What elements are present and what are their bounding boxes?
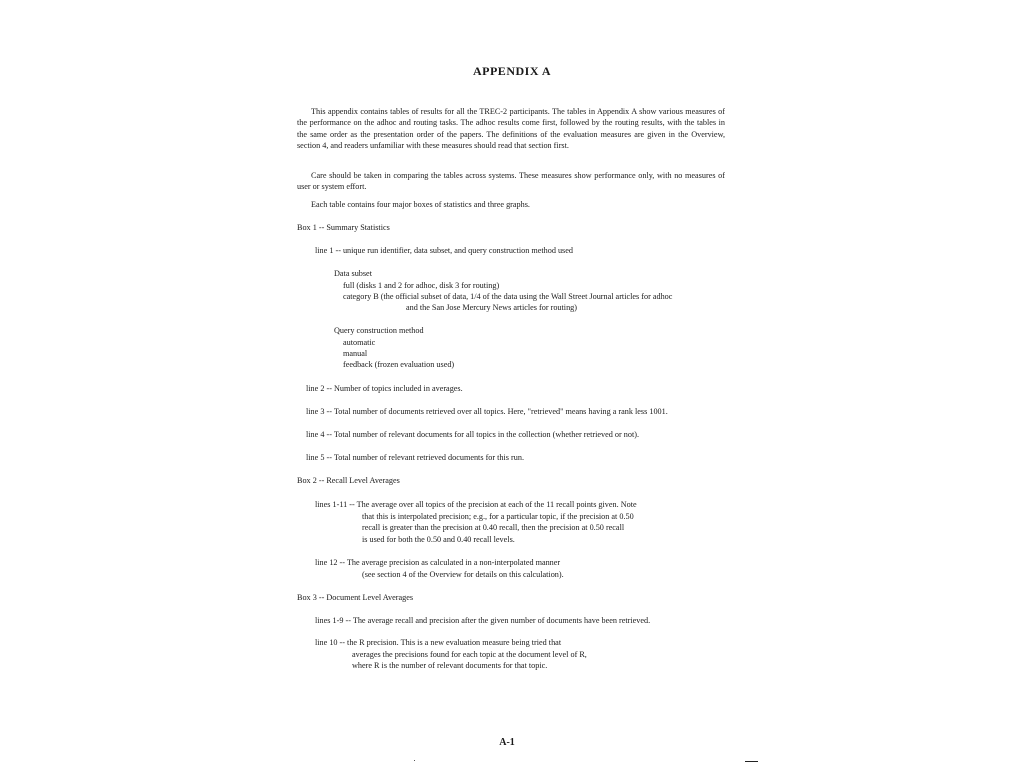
data-subset-category-b-cont: and the San Jose Mercury News articles for routing) <box>406 303 577 312</box>
box1-line3: line 3 -- Total number of documents retrieved over all topics. Here, "retrieved" means having a rank less 1001. <box>306 407 668 416</box>
box2-line12-cont: (see section 4 of the Overview for details on this calculation). <box>362 570 564 579</box>
box2-heading: Box 2 -- Recall Level Averages <box>297 476 400 485</box>
box3-lines1-9: lines 1-9 -- The average recall and precision after the given number of documents have been retrieved. <box>315 616 651 625</box>
box3-line10-cont2: where R is the number of relevant documents for that topic. <box>352 661 548 670</box>
data-subset-label: Data subset <box>334 269 372 278</box>
intro-paragraph-2: Care should be taken in comparing the tables across systems. These measures show performance only, with no measures of user or system effort. <box>297 171 725 192</box>
box2-lines1-11-cont1: that this is interpolated precision; e.g., for a particular topic, if the precision at 0.50 <box>362 512 634 521</box>
intro-paragraph-3: Each table contains four major boxes of statistics and three graphs. <box>311 200 530 209</box>
query-construction-label: Query construction method <box>334 326 424 335</box>
query-manual: manual <box>343 349 368 358</box>
page-number: A-1 <box>499 737 515 748</box>
box1-line1: line 1 -- unique run identifier, data subset, and query construction method used <box>315 246 573 255</box>
box2-lines1-11-cont3: is used for both the 0.50 and 0.40 recall levels. <box>362 535 515 544</box>
box3-line10: line 10 -- the R precision. This is a new evaluation measure being tried that <box>315 638 562 647</box>
scan-speck <box>414 760 415 761</box>
page-title: APPENDIX A <box>472 64 551 78</box>
box1-line2: line 2 -- Number of topics included in averages. <box>306 384 463 393</box>
box3-heading: Box 3 -- Document Level Averages <box>297 593 414 602</box>
box3-line10-cont1: averages the precisions found for each topic at the document level of R, <box>352 650 587 659</box>
data-subset-full: full (disks 1 and 2 for adhoc, disk 3 for routing) <box>343 281 500 290</box>
query-automatic: automatic <box>343 338 376 347</box>
box2-line12: line 12 -- The average precision as calculated in a non-interpolated manner <box>315 558 561 567</box>
box2-lines1-11: lines 1-11 -- The average over all topics of the precision at each of the 11 recall points given. Note <box>315 500 637 509</box>
data-subset-category-b: category B (the official subset of data, 1/4 of the data using the Wall Street Journal articles for adhoc <box>343 292 673 301</box>
box1-line4: line 4 -- Total number of relevant documents for all topics in the collection (whether retrieved or not). <box>306 430 640 439</box>
intro-paragraph-1: This appendix contains tables of results for all the TREC-2 participants. The tables in Appendix A show various measures of the performance on the adhoc and routing tasks. The adhoc results come first, followed by the routing results, with the tables in the same order as the presentation order of the papers. The definitions of the evaluation measures are given in the Overview, section 4, and readers unfamiliar with these measures should read that section first. <box>297 107 725 151</box>
box1-line5: line 5 -- Total number of relevant retrieved documents for this run. <box>306 453 524 462</box>
box2-lines1-11-cont2: recall is greater than the precision at 0.40 recall, then the precision at 0.50 recall <box>362 523 625 532</box>
footer-rule <box>745 761 758 762</box>
box1-heading: Box 1 -- Summary Statistics <box>297 223 390 232</box>
query-feedback: feedback (frozen evaluation used) <box>343 360 455 369</box>
